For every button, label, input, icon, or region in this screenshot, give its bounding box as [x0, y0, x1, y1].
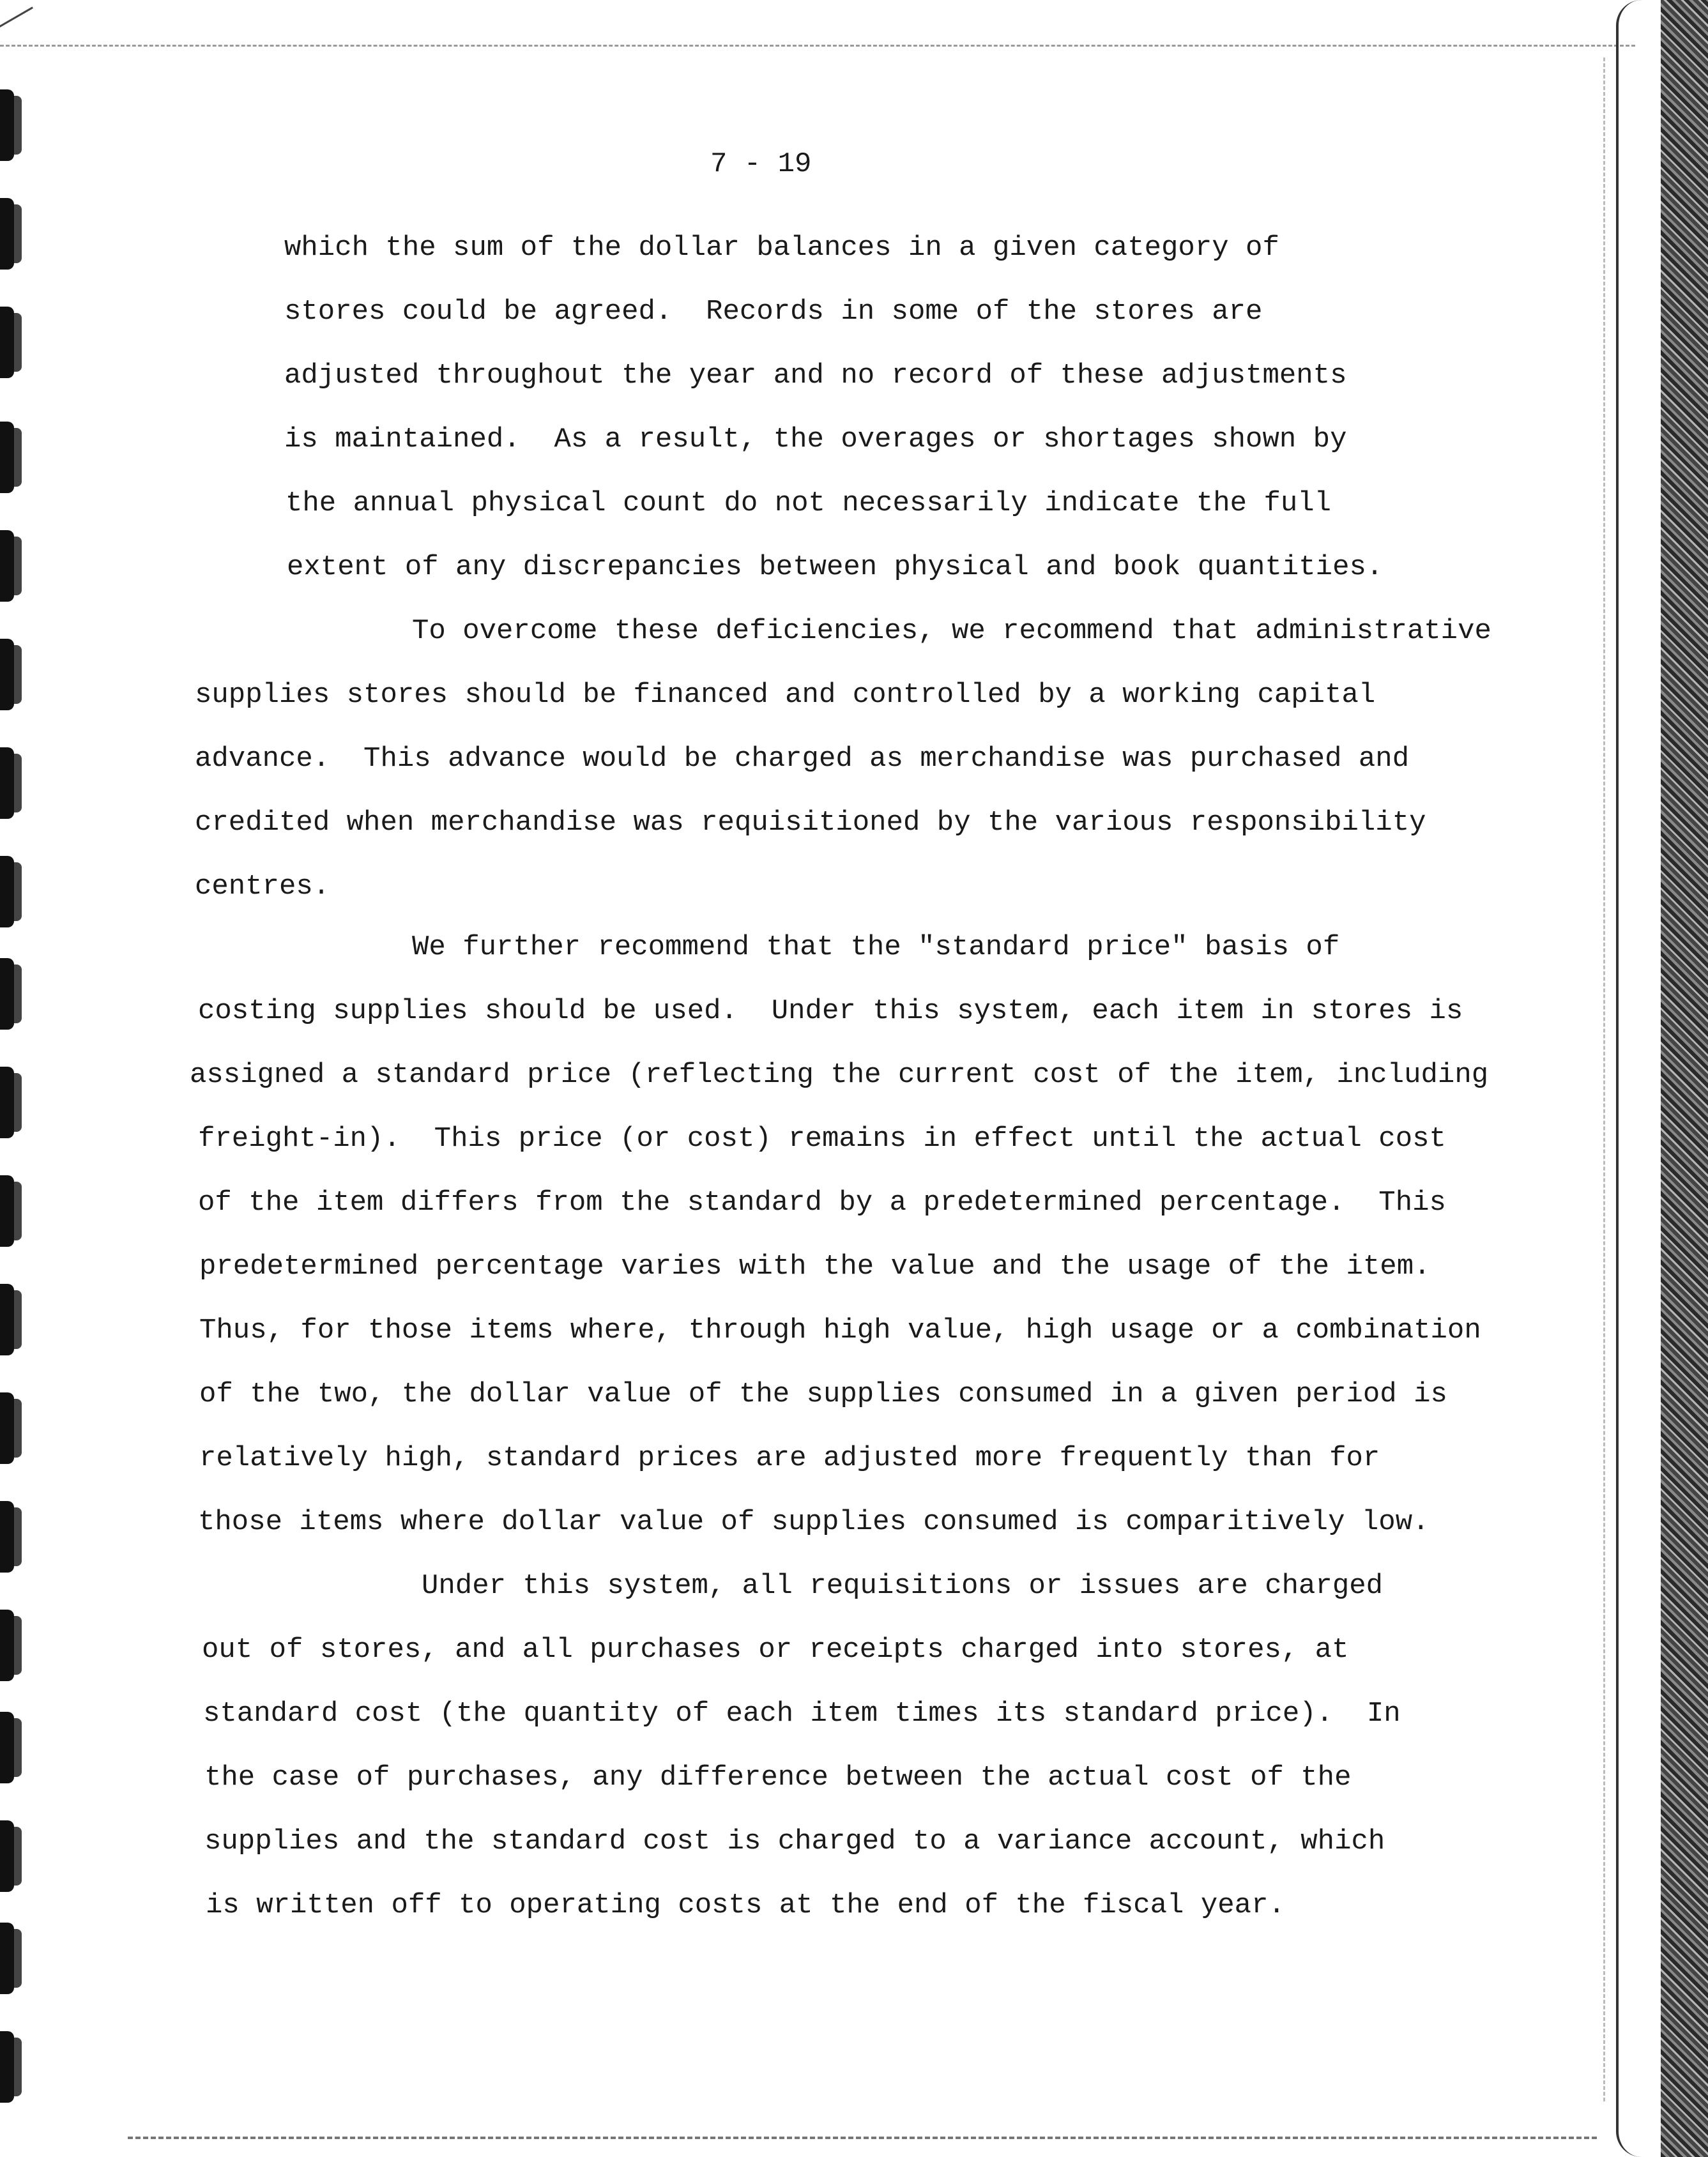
text-line: stores could be agreed. Records in some of the stores are	[284, 296, 1263, 328]
text-line: of the item differs from the standard by a predetermined percentage. This	[198, 1187, 1446, 1219]
text-line: the case of purchases, any difference between the actual cost of the	[204, 1762, 1352, 1794]
text-line: out of stores, and all purchases or receipts charged into stores, at	[202, 1634, 1349, 1666]
text-line: which the sum of the dollar balances in a given category of	[284, 232, 1279, 264]
text-line: costing supplies should be used. Under this system, each item in stores is	[198, 995, 1463, 1027]
binder-hole	[0, 89, 14, 161]
text-line: supplies and the standard cost is charged to a variance account, which	[204, 1825, 1385, 1857]
binder-hole	[0, 1712, 14, 1783]
binder-hole	[0, 530, 14, 602]
text-line: extent of any discrepancies between physical and book quantities.	[287, 551, 1384, 583]
text-line: adjusted throughout the year and no record of these adjustments	[284, 360, 1347, 392]
binder-hole	[0, 747, 14, 819]
text-line: those items where dollar value of supplies consumed is comparitively low.	[198, 1506, 1430, 1538]
binder-hole	[0, 639, 14, 710]
binder-hole	[0, 1923, 14, 1994]
text-line: the annual physical count do not necessarily indicate the full	[286, 487, 1332, 519]
text-line: To overcome these deficiencies, we recommend that administrative	[412, 615, 1491, 647]
binder-hole	[0, 856, 14, 927]
top-edge-line	[0, 45, 1635, 47]
text-line: is maintained. As a result, the overages or shortages shown by	[284, 423, 1347, 455]
text-line: Thus, for those items where, through high value, high usage or a combination	[199, 1315, 1481, 1346]
text-line: We further recommend that the "standard price" basis of	[412, 931, 1340, 963]
text-line: assigned a standard price (reflecting the current cost of the item, including	[190, 1059, 1489, 1091]
bottom-edge-line	[128, 2137, 1597, 2139]
binder-hole	[0, 422, 14, 493]
binding-strip	[1661, 0, 1708, 2157]
binder-hole	[0, 1501, 14, 1573]
binder-hole	[0, 1392, 14, 1464]
binder-hole	[0, 1610, 14, 1681]
text-line: standard cost (the quantity of each item times its standard price). In	[203, 1698, 1401, 1730]
binder-hole	[0, 1284, 14, 1355]
right-margin-mark	[1603, 57, 1605, 2101]
binder-hole	[0, 1067, 14, 1138]
text-line: of the two, the dollar value of the supplies consumed in a given period is	[199, 1378, 1447, 1410]
text-line: relatively high, standard prices are adjusted more frequently than for	[199, 1442, 1380, 1474]
page-right-edge	[1616, 0, 1663, 2157]
text-line: predetermined percentage varies with the value and the usage of the item.	[199, 1251, 1431, 1283]
page-number: 7 - 19	[710, 148, 812, 180]
binder-hole	[0, 1175, 14, 1247]
text-line: credited when merchandise was requisitioned by the various responsibility	[195, 807, 1426, 839]
binder-hole	[0, 958, 14, 1030]
text-line: supplies stores should be financed and controlled by a working capital	[195, 679, 1376, 711]
binder-hole	[0, 198, 14, 270]
text-line: centres.	[195, 871, 330, 903]
text-line: freight-in). This price (or cost) remains in effect until the actual cost	[198, 1123, 1446, 1155]
binder-holes	[0, 0, 38, 2157]
text-line: advance. This advance would be charged as merchandise was purchased and	[195, 743, 1410, 775]
text-line: is written off to operating costs at the end of the fiscal year.	[206, 1889, 1285, 1921]
binder-hole	[0, 2031, 14, 2103]
binder-hole	[0, 307, 14, 378]
text-line: Under this system, all requisitions or issues are charged	[422, 1570, 1384, 1602]
binder-hole	[0, 1820, 14, 1892]
